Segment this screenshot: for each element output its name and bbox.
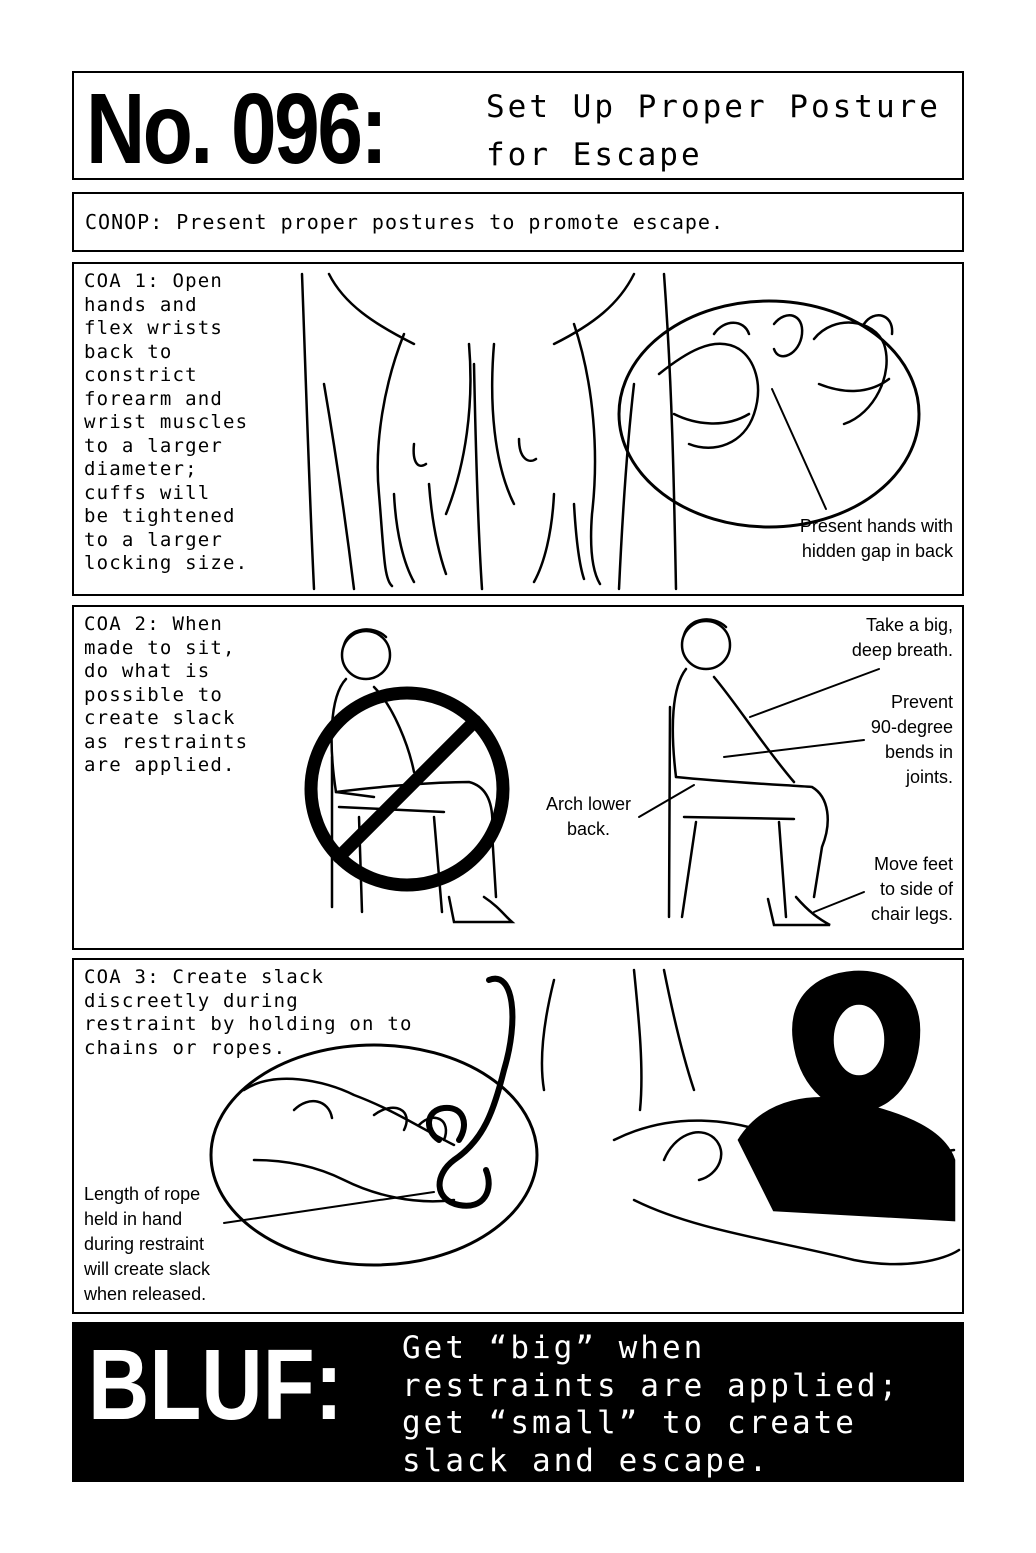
entry-number: No. 096: xyxy=(86,73,386,180)
header-panel xyxy=(72,71,964,180)
coa1-text: COA 1: Open hands and flex wrists back to constrict forearm and wrist muscles to a larger diameter; cuffs will be tightened to a larger locking size. xyxy=(84,270,249,574)
page-title: Set Up Proper Posture for Escape xyxy=(486,89,941,173)
conop-text: CONOP: Present proper postures to promote escape. xyxy=(85,210,725,234)
conop-panel xyxy=(72,192,964,252)
coa2-panel xyxy=(72,605,964,950)
coa3-caption: Length of rope held in hand during restraint will create slack when released. xyxy=(84,1184,211,1304)
arch-caption: Arch lower back. xyxy=(546,794,632,839)
coa1-panel xyxy=(72,262,964,596)
feet-caption: Move feet to side of chair legs. xyxy=(870,854,953,924)
bluf-panel xyxy=(72,1322,964,1482)
coa3-text: COA 3: Create slack discreetly during restraint by holding on to chains or ropes. xyxy=(84,966,413,1059)
bluf-label: BLUF: xyxy=(88,1329,343,1441)
bends-caption: Prevent 90-degree bends in joints. xyxy=(870,692,953,787)
coa1-caption: Present hands with hidden gap in back xyxy=(799,516,953,561)
coa2-text: COA 2: When made to sit, do what is possible to create slack as restraints are applied. xyxy=(84,613,249,776)
coa3-panel xyxy=(72,958,964,1314)
bluf-text: Get “big” when restraints are applied; get “small” to create slack and escape. xyxy=(402,1330,901,1479)
breath-caption: Take a big, deep breath. xyxy=(851,615,953,660)
